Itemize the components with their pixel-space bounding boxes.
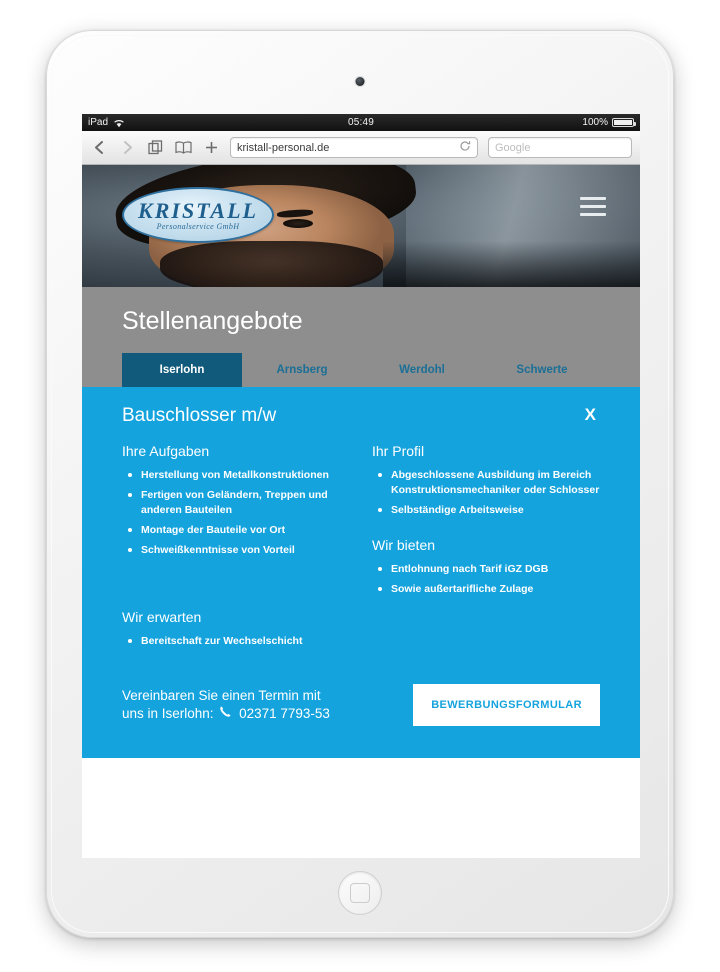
tab-schwerte[interactable]: [482, 353, 602, 387]
contact-line-2-prefix: uns in Iserlohn:: [122, 706, 214, 721]
tab-arnsberg[interactable]: [242, 353, 362, 387]
ipad-device: [46, 30, 674, 938]
list-item: Selbständige Arbeitsweise: [378, 503, 600, 518]
search-placeholder: Google: [495, 141, 531, 154]
close-icon[interactable]: X: [584, 405, 596, 424]
phone-number[interactable]: 02371 7793-53: [239, 706, 330, 721]
ios-status-bar: [82, 114, 640, 131]
section-title-aufgaben: Ihre Aufgaben: [122, 443, 210, 459]
list-item: Abgeschlossene Ausbildung im Bereich Konstruktionsmechaniker oder Schlosser: [378, 468, 600, 498]
search-input[interactable]: [488, 137, 632, 158]
list-wir-erwarten: [128, 634, 350, 649]
carrier-label: iPad: [88, 117, 109, 128]
job-title: Bauschlosser m/w: [122, 405, 277, 426]
list-item: Montage der Bauteile vor Ort: [128, 523, 350, 538]
section-title-profil: Ihr Profil: [372, 443, 425, 459]
section-title-wir-erwarten: Wir erwarten: [122, 608, 202, 625]
job-panel-header: [122, 405, 600, 427]
section-title-wir-bieten: Wir bieten: [372, 536, 436, 553]
portrait-eye-right: [283, 219, 313, 228]
contact-text: [122, 687, 330, 723]
list-item: Sowie außertarifliche Zulage: [378, 582, 600, 597]
hamburger-line-1: [580, 197, 606, 200]
battery-icon: [612, 118, 634, 127]
home-button[interactable]: [338, 871, 382, 915]
tabs-icon[interactable]: [146, 138, 164, 158]
back-arrow-icon[interactable]: [90, 138, 108, 158]
job-panel-footer: [122, 684, 600, 726]
device-screen: [82, 114, 640, 858]
status-bar-right: [582, 117, 634, 128]
contact-line-1: Vereinbaren Sie einen Termin mit: [122, 687, 321, 703]
tab-arnsberg-label: Arnsberg: [276, 364, 328, 376]
tab-schwerte-label: Schwerte: [516, 364, 568, 376]
list-item: Bereitschaft zur Wechselschicht: [128, 634, 350, 649]
battery-percent-label: 100%: [582, 117, 608, 128]
hero-shadow-overlay: [383, 241, 640, 287]
portrait-beard: [160, 241, 383, 287]
column-spacer: [122, 563, 350, 609]
contact-line-2: [122, 705, 330, 723]
logo-wordmark: KRISTALL: [138, 198, 258, 223]
list-item: Herstellung von Metallkonstruktionen: [128, 468, 350, 483]
job-columns: [122, 443, 600, 653]
hamburger-line-2: [580, 205, 606, 208]
location-tabs: [122, 353, 640, 387]
column-spacer: [372, 523, 600, 537]
job-column-right: [372, 443, 600, 653]
address-bar-text: kristall-personal.de: [237, 141, 330, 154]
list-item: Entlohnung nach Tarif iGZ DGB: [378, 562, 600, 577]
list-item: Fertigen von Geländern, Treppen und anderen Bauteilen: [128, 488, 350, 518]
hamburger-line-3: [580, 213, 606, 216]
plus-icon[interactable]: [202, 138, 220, 158]
phone-icon: [219, 706, 236, 721]
front-camera: [356, 77, 365, 86]
status-bar-clock: 05:49: [347, 117, 375, 128]
list-item: Schweißkenntnisse von Vorteil: [128, 543, 350, 558]
application-form-button[interactable]: BEWERBUNGSFORMULAR: [413, 684, 600, 726]
page-title: Stellenangebote: [122, 307, 303, 335]
hamburger-menu-icon[interactable]: [580, 197, 606, 216]
page-title-band: [82, 287, 640, 387]
safari-toolbar: [82, 131, 640, 165]
job-detail-panel: [82, 387, 640, 758]
site-logo[interactable]: [122, 187, 274, 243]
web-page: [82, 165, 640, 858]
tab-werdohl-label: Werdohl: [399, 364, 445, 376]
list-wir-bieten: [378, 562, 600, 597]
hero-banner: [82, 165, 640, 287]
logo-tagline: Personalservice GmbH: [156, 222, 240, 231]
list-profil: [378, 468, 600, 518]
forward-arrow-icon: [118, 138, 136, 158]
list-aufgaben: [128, 468, 350, 558]
reload-icon[interactable]: [459, 140, 471, 155]
tab-werdohl[interactable]: [362, 353, 482, 387]
book-icon[interactable]: [174, 138, 192, 158]
tab-iserlohn[interactable]: [122, 353, 242, 387]
tab-iserlohn-label: Iserlohn: [159, 364, 205, 376]
address-bar[interactable]: [230, 137, 478, 158]
job-column-left: [122, 443, 350, 653]
